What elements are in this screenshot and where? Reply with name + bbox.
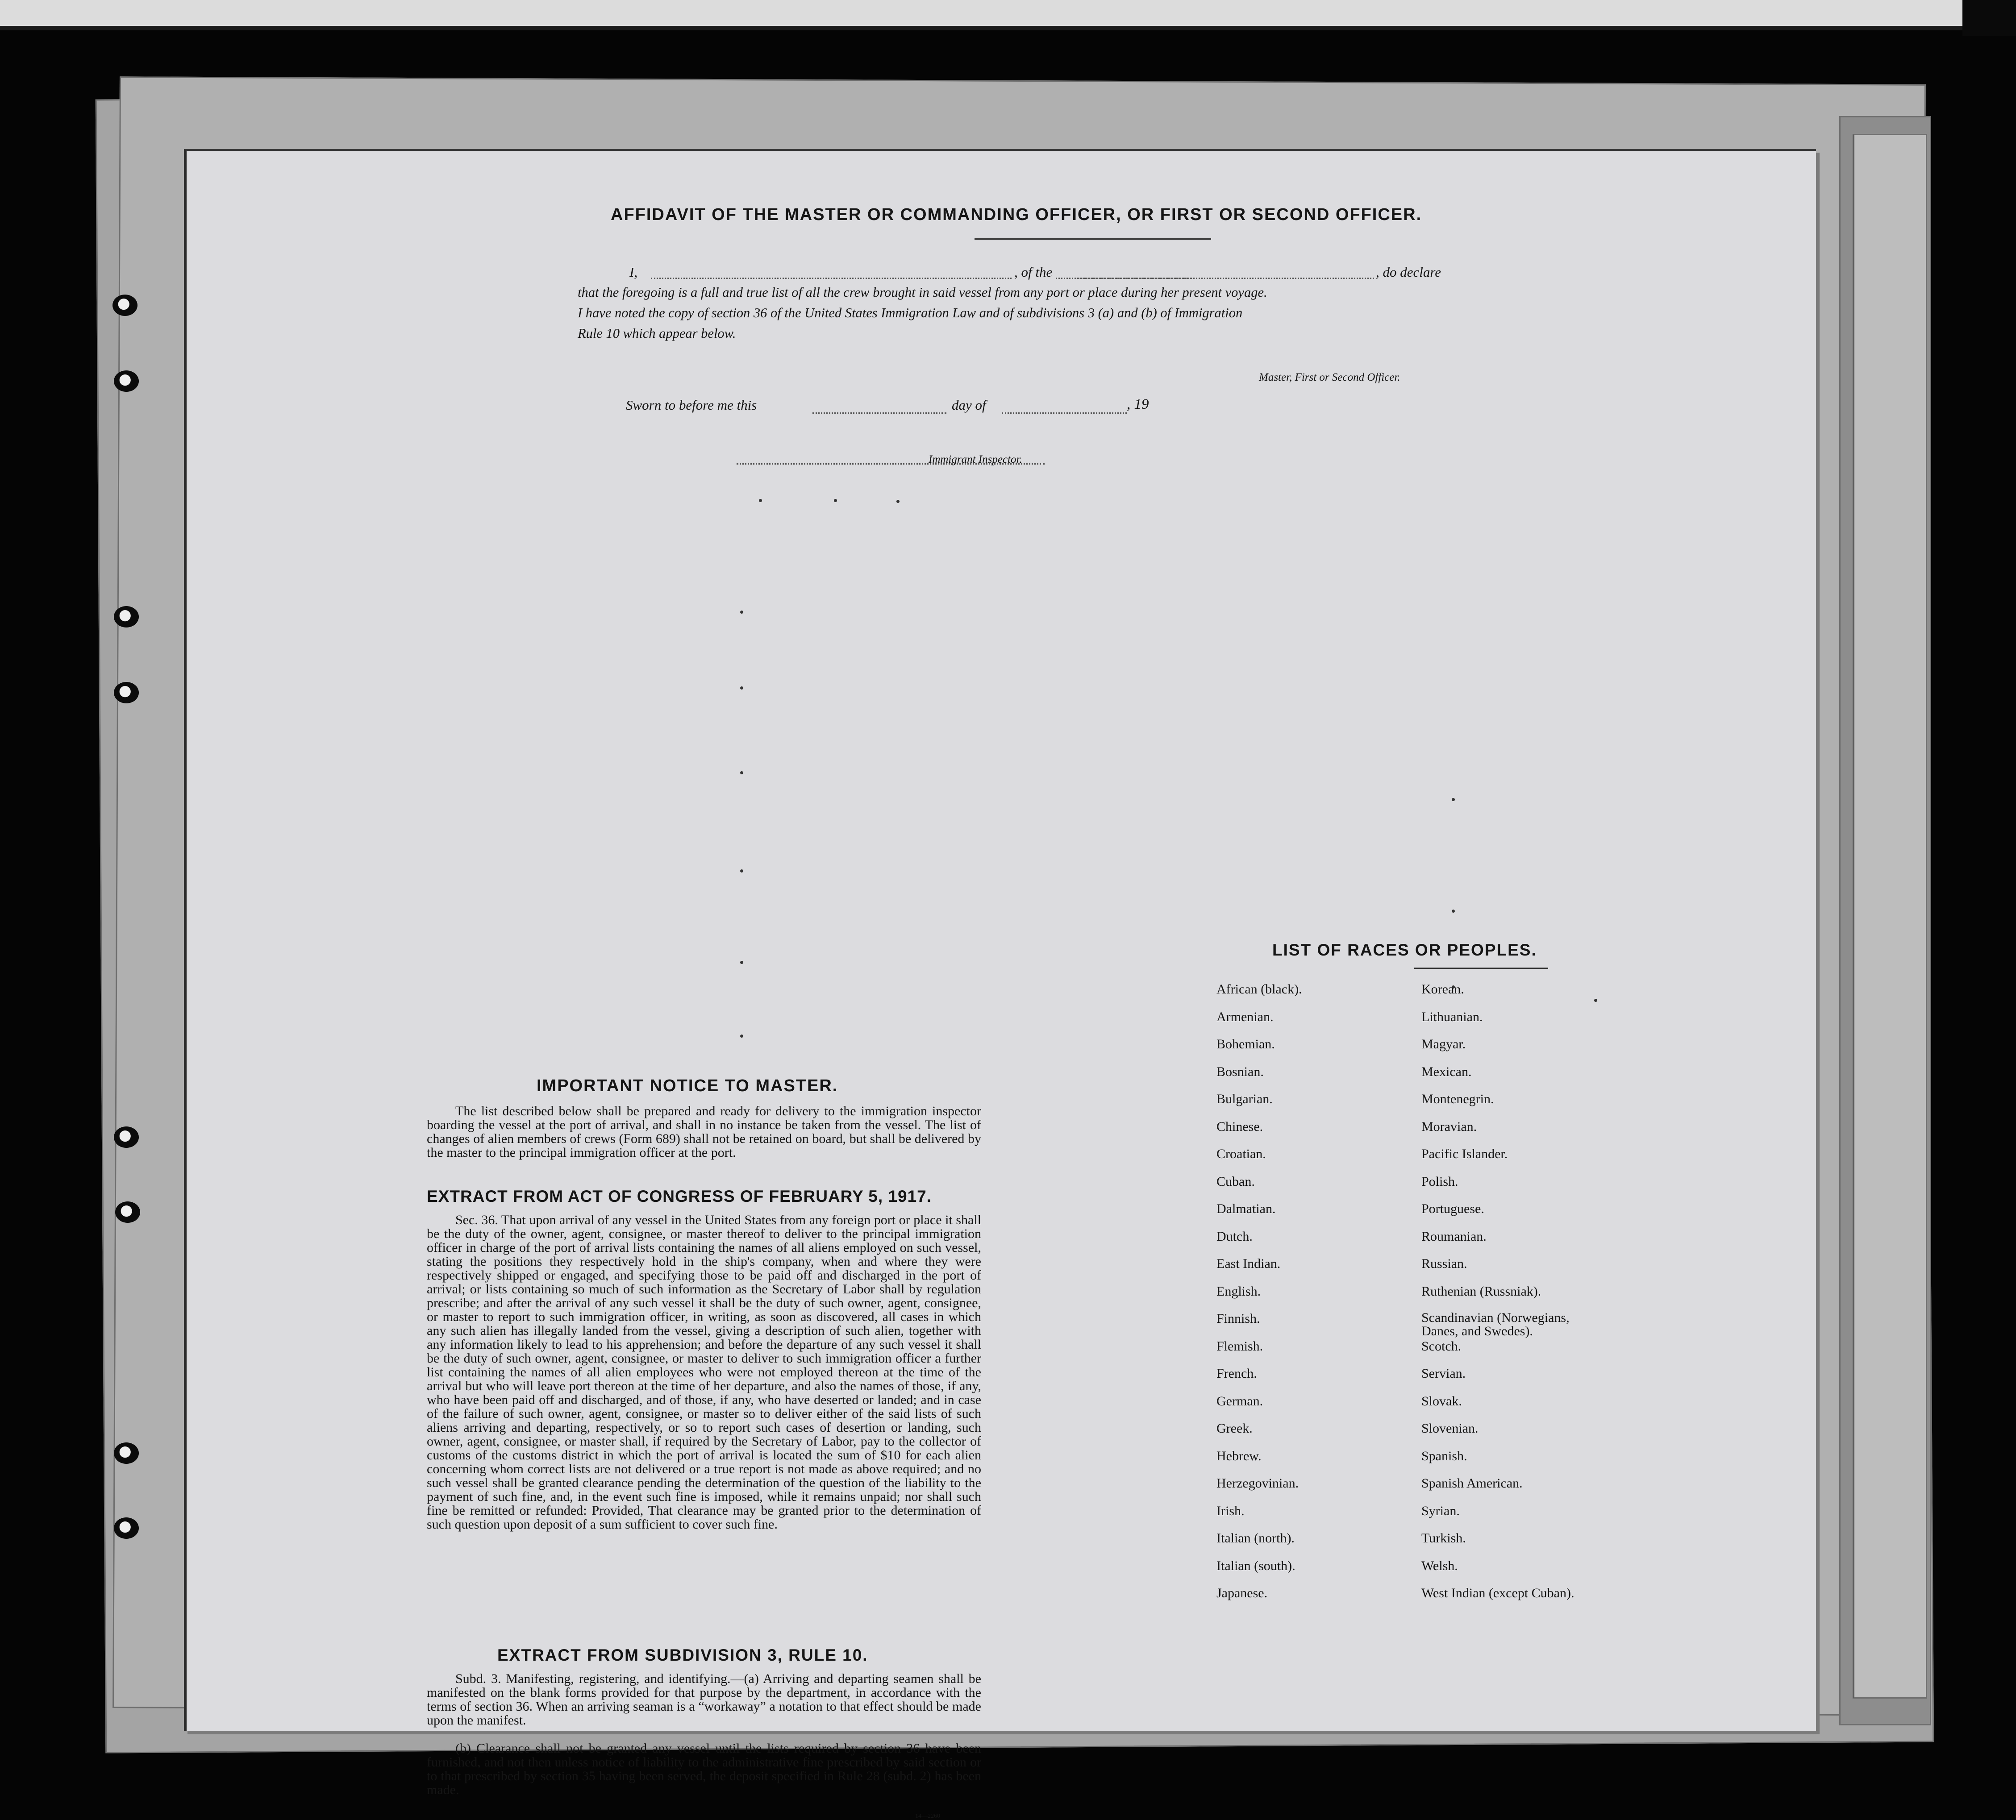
race-item: Italian (south). [1216, 1558, 1295, 1573]
race-item: African (black). [1216, 982, 1302, 997]
ink-speck [1452, 910, 1455, 913]
race-item: Lithuanian. [1421, 1009, 1483, 1024]
race-item: West Indian (except Cuban). [1421, 1586, 1574, 1600]
master-signature-label: Master, First or Second Officer. [1259, 371, 1400, 383]
races-right-column [1421, 982, 1609, 1613]
race-item: Russian. [1421, 1256, 1467, 1271]
title-underline [975, 238, 1211, 240]
race-item: Slovak. [1421, 1393, 1462, 1409]
rule-extract-text-a: Subd. 3. Manifesting, registering, and identifying.—(a) Arriving and departing seamen shall be manifested on the blank forms provided for that purpose by the department, in accordance with the terms of section 36. When an arriving seaman is a “workaway” a notation to that effect should be made upon the manifest. [427, 1671, 981, 1728]
race-item: Cuban. [1216, 1174, 1255, 1189]
binder-hole [114, 1442, 139, 1464]
race-item: Bulgarian. [1216, 1092, 1273, 1106]
ink-speck [740, 771, 743, 774]
race-item: Portuguese. [1421, 1201, 1484, 1216]
race-item: Pacific Islander. [1421, 1147, 1508, 1161]
race-item: Spanish American. [1421, 1476, 1523, 1491]
binder-hole [114, 1126, 139, 1148]
scanner-corner [1962, 0, 2016, 36]
race-item: Irish. [1216, 1503, 1245, 1518]
races-title: LIST OF RACES OR PEOPLES. [1272, 941, 1537, 959]
race-item: Magyar. [1421, 1037, 1466, 1051]
ink-speck [896, 500, 900, 503]
race-item: Moravian. [1421, 1119, 1477, 1134]
underlying-sheet-edge [1853, 134, 1927, 1699]
race-item: Slovenian. [1421, 1421, 1479, 1436]
year-text: , 19 [1127, 396, 1149, 412]
race-item: Armenian. [1216, 1009, 1274, 1024]
ink-speck [759, 499, 762, 502]
act-extract-title: EXTRACT FROM ACT OF CONGRESS OF FEBRUARY 5, 1917. [427, 1187, 932, 1205]
ink-speck [1452, 798, 1455, 801]
race-item: Japanese. [1216, 1586, 1268, 1600]
races-left-column [1216, 982, 1302, 1613]
race-item: Finnish. [1216, 1311, 1260, 1326]
binder-hole [114, 1517, 139, 1539]
race-item: Korean. [1421, 982, 1464, 997]
race-item: Mexican. [1421, 1064, 1472, 1079]
races-title-underline [1414, 968, 1548, 969]
race-item: Croatian. [1216, 1147, 1266, 1161]
notice-title: IMPORTANT NOTICE TO MASTER. [537, 1076, 838, 1095]
notice-text: The list described below shall be prepared and ready for delivery to the immigration inspector boarding the vessel at the port of arrival, and shall in no instance be taken from the vessel. The list of changes of alien members of crews (Form 689) shall not be retained on board, but shall be delivered by the master to the principal immigration officer at the port. [427, 1104, 981, 1160]
ink-speck [740, 961, 743, 964]
ink-speck [740, 869, 743, 873]
race-item: Dalmatian. [1216, 1201, 1276, 1216]
race-item: Ruthenian (Russniak). [1421, 1284, 1541, 1299]
race-item: Syrian. [1421, 1503, 1460, 1518]
race-item: Turkish. [1421, 1531, 1466, 1546]
affidavit-title: AFFIDAVIT OF THE MASTER OR COMMANDING OFFICER, OR FIRST OR SECOND OFFICER. [611, 205, 1422, 224]
race-item: Flemish. [1216, 1338, 1263, 1354]
race-item: Welsh. [1421, 1558, 1458, 1573]
binder-hole [114, 606, 139, 627]
affidavit-declare: , do declare [1376, 264, 1441, 280]
race-item: Bohemian. [1216, 1037, 1275, 1051]
manifest-back-page [184, 149, 1816, 1820]
vessel-blank [1075, 278, 1374, 279]
race-item: Dutch. [1216, 1229, 1253, 1244]
scanner-top-margin [0, 0, 2016, 26]
race-item: Servian. [1421, 1366, 1466, 1381]
race-item: Roumanian. [1421, 1229, 1487, 1244]
sworn-day-blank [812, 412, 946, 414]
binder-hole [115, 1201, 140, 1223]
affidavit-line4: Rule 10 which appear below. [578, 326, 736, 341]
race-item: Montenegrin. [1421, 1092, 1494, 1106]
race-item: Hebrew. [1216, 1448, 1262, 1463]
affidavit-i: I, [629, 264, 638, 280]
binder-hole [112, 295, 137, 316]
race-item: East Indian. [1216, 1256, 1281, 1271]
race-item: Scotch. [1421, 1338, 1462, 1354]
form-number: 14—2260 [915, 1813, 940, 1820]
act-extract-text: Sec. 36. That upon arrival of any vessel in the United States from any foreign port or place it shall be the duty of the owner, agent, consignee, or master thereof to deliver to the principal immigration officer in charge of the port of arrival lists containing the names of all aliens employed on such vessel, stating the positions they respectively hold in the ship's company, when and where they were respectively shipped or engaged, and specifying those to be paid off and discharged in the port of arrival; or lists containing so much of such information as the Secretary of Labor shall by regulation prescribe; and after the arrival of any such vessel it shall be the duty of such owner, agent, consignee, or master to report to such immigration officer, in writing, as soon as discovered, all cases in which any such alien has illegally landed from the vessel, giving a description of such alien, together with any information likely to lead to his apprehension; and before the departure of any such vessel it shall be the duty of such owner, agent, consignee, or master to deliver to such immigration officer a further list containing the names of all alien employees who were not employed thereon at the time of the arrival but who will leave port thereon at the time of her departure, and also the names of those, if any, who have been paid off and discharged, and of those, if any, who have deserted or landed; and in case of the failure of such owner, agent, consignee, or master so to deliver either of the said lists of such aliens arriving and departing, respectively, or so to report such cases of desertion or landing, such owner, agent, consignee, or master shall, if required by the Secretary of Labor, pay to the collector of customs of the customs district in which the port of arrival is located the sum of $10 for each alien concerning whom correct lists are not delivered or a true report is not made as above required; and no such vessel shall be granted clearance pending the determination of the question of the liability to the payment of such fine, and, in the event such fine is imposed, while it remains unpaid; nor shall such fine be remitted or refunded: Provided, That clearance may be granted prior to the determination of such question upon deposit of a sum sufficient to cover such fine. [427, 1213, 981, 1532]
binder-hole [114, 682, 139, 703]
affidavit-line3: I have noted the copy of section 36 of the United States Immigration Law and of subdivisions 3 (a) and (b) of Immigration [578, 305, 1243, 320]
sworn-text: Sworn to before me this [626, 397, 757, 413]
race-item: Polish. [1421, 1174, 1458, 1189]
race-item: French. [1216, 1366, 1257, 1381]
race-item: Spanish. [1421, 1448, 1467, 1463]
rule-extract-title: EXTRACT FROM SUBDIVISION 3, RULE 10. [497, 1646, 868, 1664]
race-item: English. [1216, 1284, 1261, 1299]
ink-speck [834, 499, 837, 502]
race-item: Scandinavian (Norwegians, Danes, and Swedes). [1421, 1310, 1570, 1338]
binder-hole [114, 370, 139, 392]
ink-speck [740, 611, 743, 614]
scanner-edge [0, 26, 2016, 30]
affidavit-of-the: , of the [1012, 264, 1055, 280]
affidavit-line2: that the foregoing is a full and true list of all the crew brought in said vessel from any port or place during her present voyage. [578, 285, 1267, 300]
ink-speck [740, 686, 743, 690]
rule-extract-text-b: (b) Clearance shall not be granted any vessel until the lists required by section 36 have been furnished, and not then unless notice of liability to the administrative fine prescribed by said section or to that prescribed by section 35 having been served, the deposit specified in Rule 28 (subd. 2) has been made. [427, 1741, 981, 1797]
ink-speck [740, 1035, 743, 1038]
race-item: Greek. [1216, 1421, 1253, 1436]
race-item: German. [1216, 1393, 1263, 1409]
race-item: Bosnian. [1216, 1064, 1264, 1079]
race-item: Herzegovinian. [1216, 1476, 1299, 1491]
month-blank [1002, 412, 1127, 414]
day-of-text: day of [952, 397, 986, 413]
inspector-label: Immigrant Inspector. [929, 453, 1022, 465]
race-item: Chinese. [1216, 1119, 1263, 1134]
race-item: Italian (north). [1216, 1531, 1295, 1546]
